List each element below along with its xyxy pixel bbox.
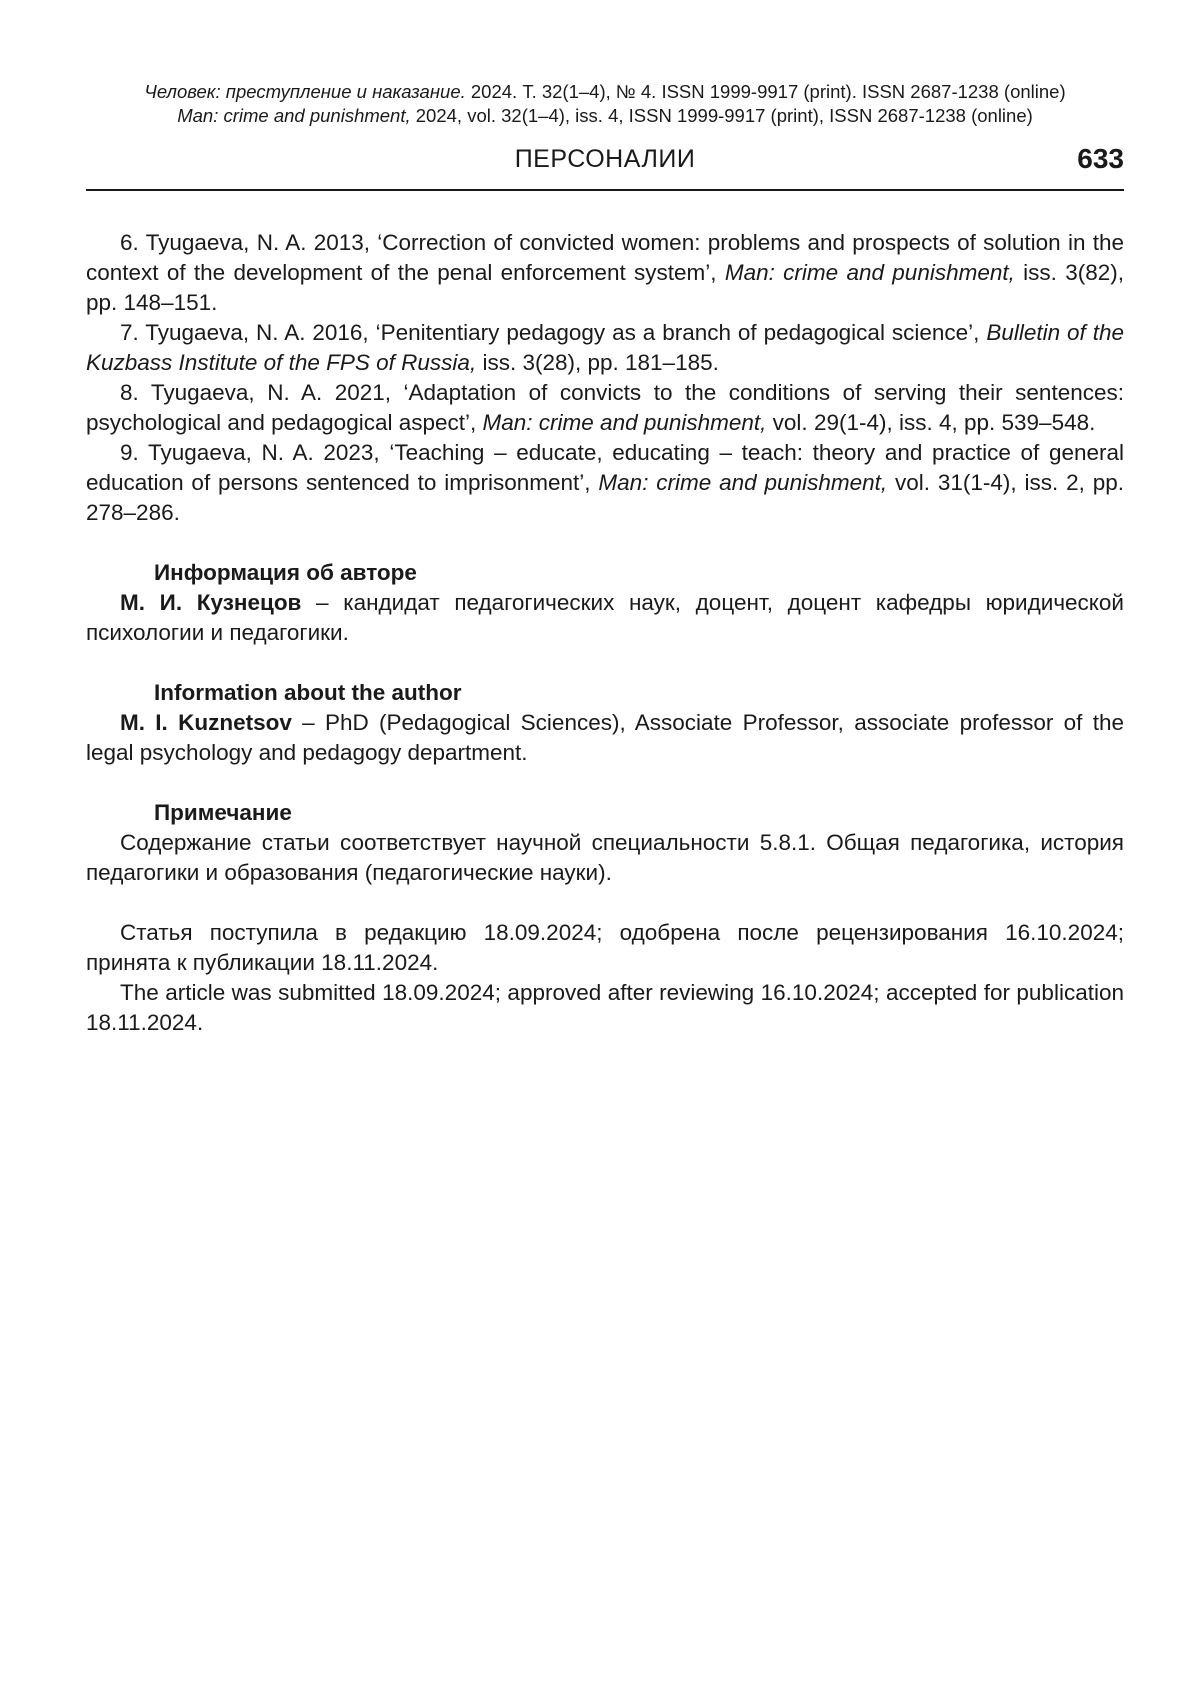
article-dates (86, 918, 1124, 1038)
author-info-heading-en: Information about the author (154, 680, 462, 705)
author-info-heading-ru: Информация об авторе (154, 560, 417, 585)
note-section (86, 798, 1124, 888)
reference-journal: Man: crime and punishment, (724, 260, 1015, 285)
reference-item: 7. Tyugaeva, N. A. 2016, ‘Penitentiary pedagogy as a branch of pedagogical science’, Bulletin of the Kuzbass Institute of the FPS of Russia, iss. 3(28), pp. 181–185. (86, 320, 1124, 375)
note-text: Содержание статьи соответствует научной специальности 5.8.1. Общая педагогика, история педагогики и образования (педагогические науки). (86, 830, 1124, 885)
author-info-ru (86, 558, 1124, 648)
article-dates-en: The article was submitted 18.09.2024; approved after reviewing 16.10.2024; accepted for publication 18.11.2024. (86, 980, 1124, 1035)
page-body (86, 228, 1124, 1038)
journal-title-ru: Человек: преступление и наказание. (144, 81, 466, 102)
note-heading: Примечание (154, 800, 292, 825)
section-title: ПЕРСОНАЛИИ (514, 145, 696, 173)
spacer (86, 768, 1124, 798)
reference-journal: Bulletin of the Kuzbass Institute of the FPS of Russia, (86, 320, 1124, 375)
reference-journal: Man: crime and punishment, (482, 410, 767, 435)
reference-item: 6. Tyugaeva, N. A. 2013, ‘Correction of convicted women: problems and prospects of solution in the context of the development of the penal enforcement system’, Man: crime and punishment, iss. 3(82), pp. 148–151. (86, 230, 1125, 315)
reference-item: 8. Tyugaeva, N. A. 2021, ‘Adaptation of convicts to the conditions of serving their sentences: psychological and pedagogical aspect’, Man: crime and punishment, vol. 29(1-4), iss. 4, pp. 539–548. (86, 380, 1124, 435)
spacer (86, 888, 1124, 918)
author-name-ru: М. И. Кузнецов (120, 590, 302, 615)
author-info-text-ru: М. И. Кузнецов – кандидат педагогических наук, доцент, доцент кафедры юридической психологии и педагогики. (86, 590, 1124, 645)
author-info-text-en: M. I. Kuznetsov – PhD (Pedagogical Sciences), Associate Professor, associate professor of the legal psychology and pedagogy department. (86, 710, 1124, 765)
spacer (86, 528, 1124, 558)
journal-title-en: Man: crime and punishment, (177, 105, 411, 126)
reference-list (86, 228, 1124, 528)
reference-journal: Man: crime and punishment, (598, 470, 888, 495)
spacer (86, 648, 1124, 678)
running-head (86, 80, 1124, 128)
running-head-en (86, 104, 1124, 128)
running-head-ru (86, 80, 1124, 104)
author-name-en: M. I. Kuznetsov (120, 710, 292, 735)
reference-item: 9. Tyugaeva, N. A. 2023, ‘Teaching – educate, educating – teach: theory and practice of general education of persons sentenced to imprisonment’, Man: crime and punishment, vol. 31(1-4), iss. 2, pp. 278–286. (86, 440, 1124, 525)
journal-issue-en: 2024, vol. 32(1–4), iss. 4, ISSN 1999-9917 (print), ISSN 2687-1238 (online) (410, 105, 1033, 126)
page-number: 633 (1077, 143, 1124, 174)
author-info-en (86, 678, 1124, 768)
article-dates-ru: Статья поступила в редакцию 18.09.2024; одобрена после рецензирования 16.10.2024; принята к публикации 18.11.2024. (86, 920, 1124, 975)
section-header (86, 143, 1124, 191)
journal-issue-ru: 2024. Т. 32(1–4), № 4. ISSN 1999-9917 (print). ISSN 2687-1238 (online) (465, 81, 1066, 102)
